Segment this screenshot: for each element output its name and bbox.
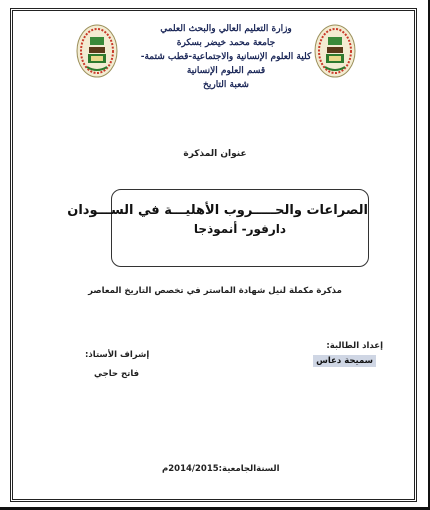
thesis-title-line1: الصراعات والحـــــروب الأهليـــة في الســـودان (67, 203, 368, 218)
university-line: جامعة محمد خيضر بسكرة (176, 38, 276, 48)
title-box (67, 189, 369, 267)
supervisor-label: إشراف الأستاذ: (85, 350, 150, 360)
student-name-selected[interactable]: سميحة دعاس (313, 355, 376, 367)
academic-year: السنةالجامعية:2014/2015م (162, 464, 280, 474)
department-line: قسم العلوم الإنسانية (186, 66, 266, 76)
thesis-purpose: مذكرة مكملة لنيل شهادة الماستر في تخصص التاريخ المعاصر (88, 286, 342, 296)
faculty-line: كلية العلوم الإنسانية والاجتماعية-قطب شتمة- (140, 52, 312, 62)
branch-line: شعبة التاريخ (203, 80, 249, 90)
memo-title-label: عنوان المذكرة (183, 149, 247, 159)
institution-header (106, 22, 346, 92)
thesis-title-line2: دارفور- أنموذجا (193, 222, 287, 236)
prepared-by-label: إعداد الطالبة: (326, 341, 383, 351)
supervisor-name: فاتح حاجي (94, 369, 140, 379)
ministry-line: وزارة التعليم العالي والبحث العلمي (160, 24, 292, 34)
